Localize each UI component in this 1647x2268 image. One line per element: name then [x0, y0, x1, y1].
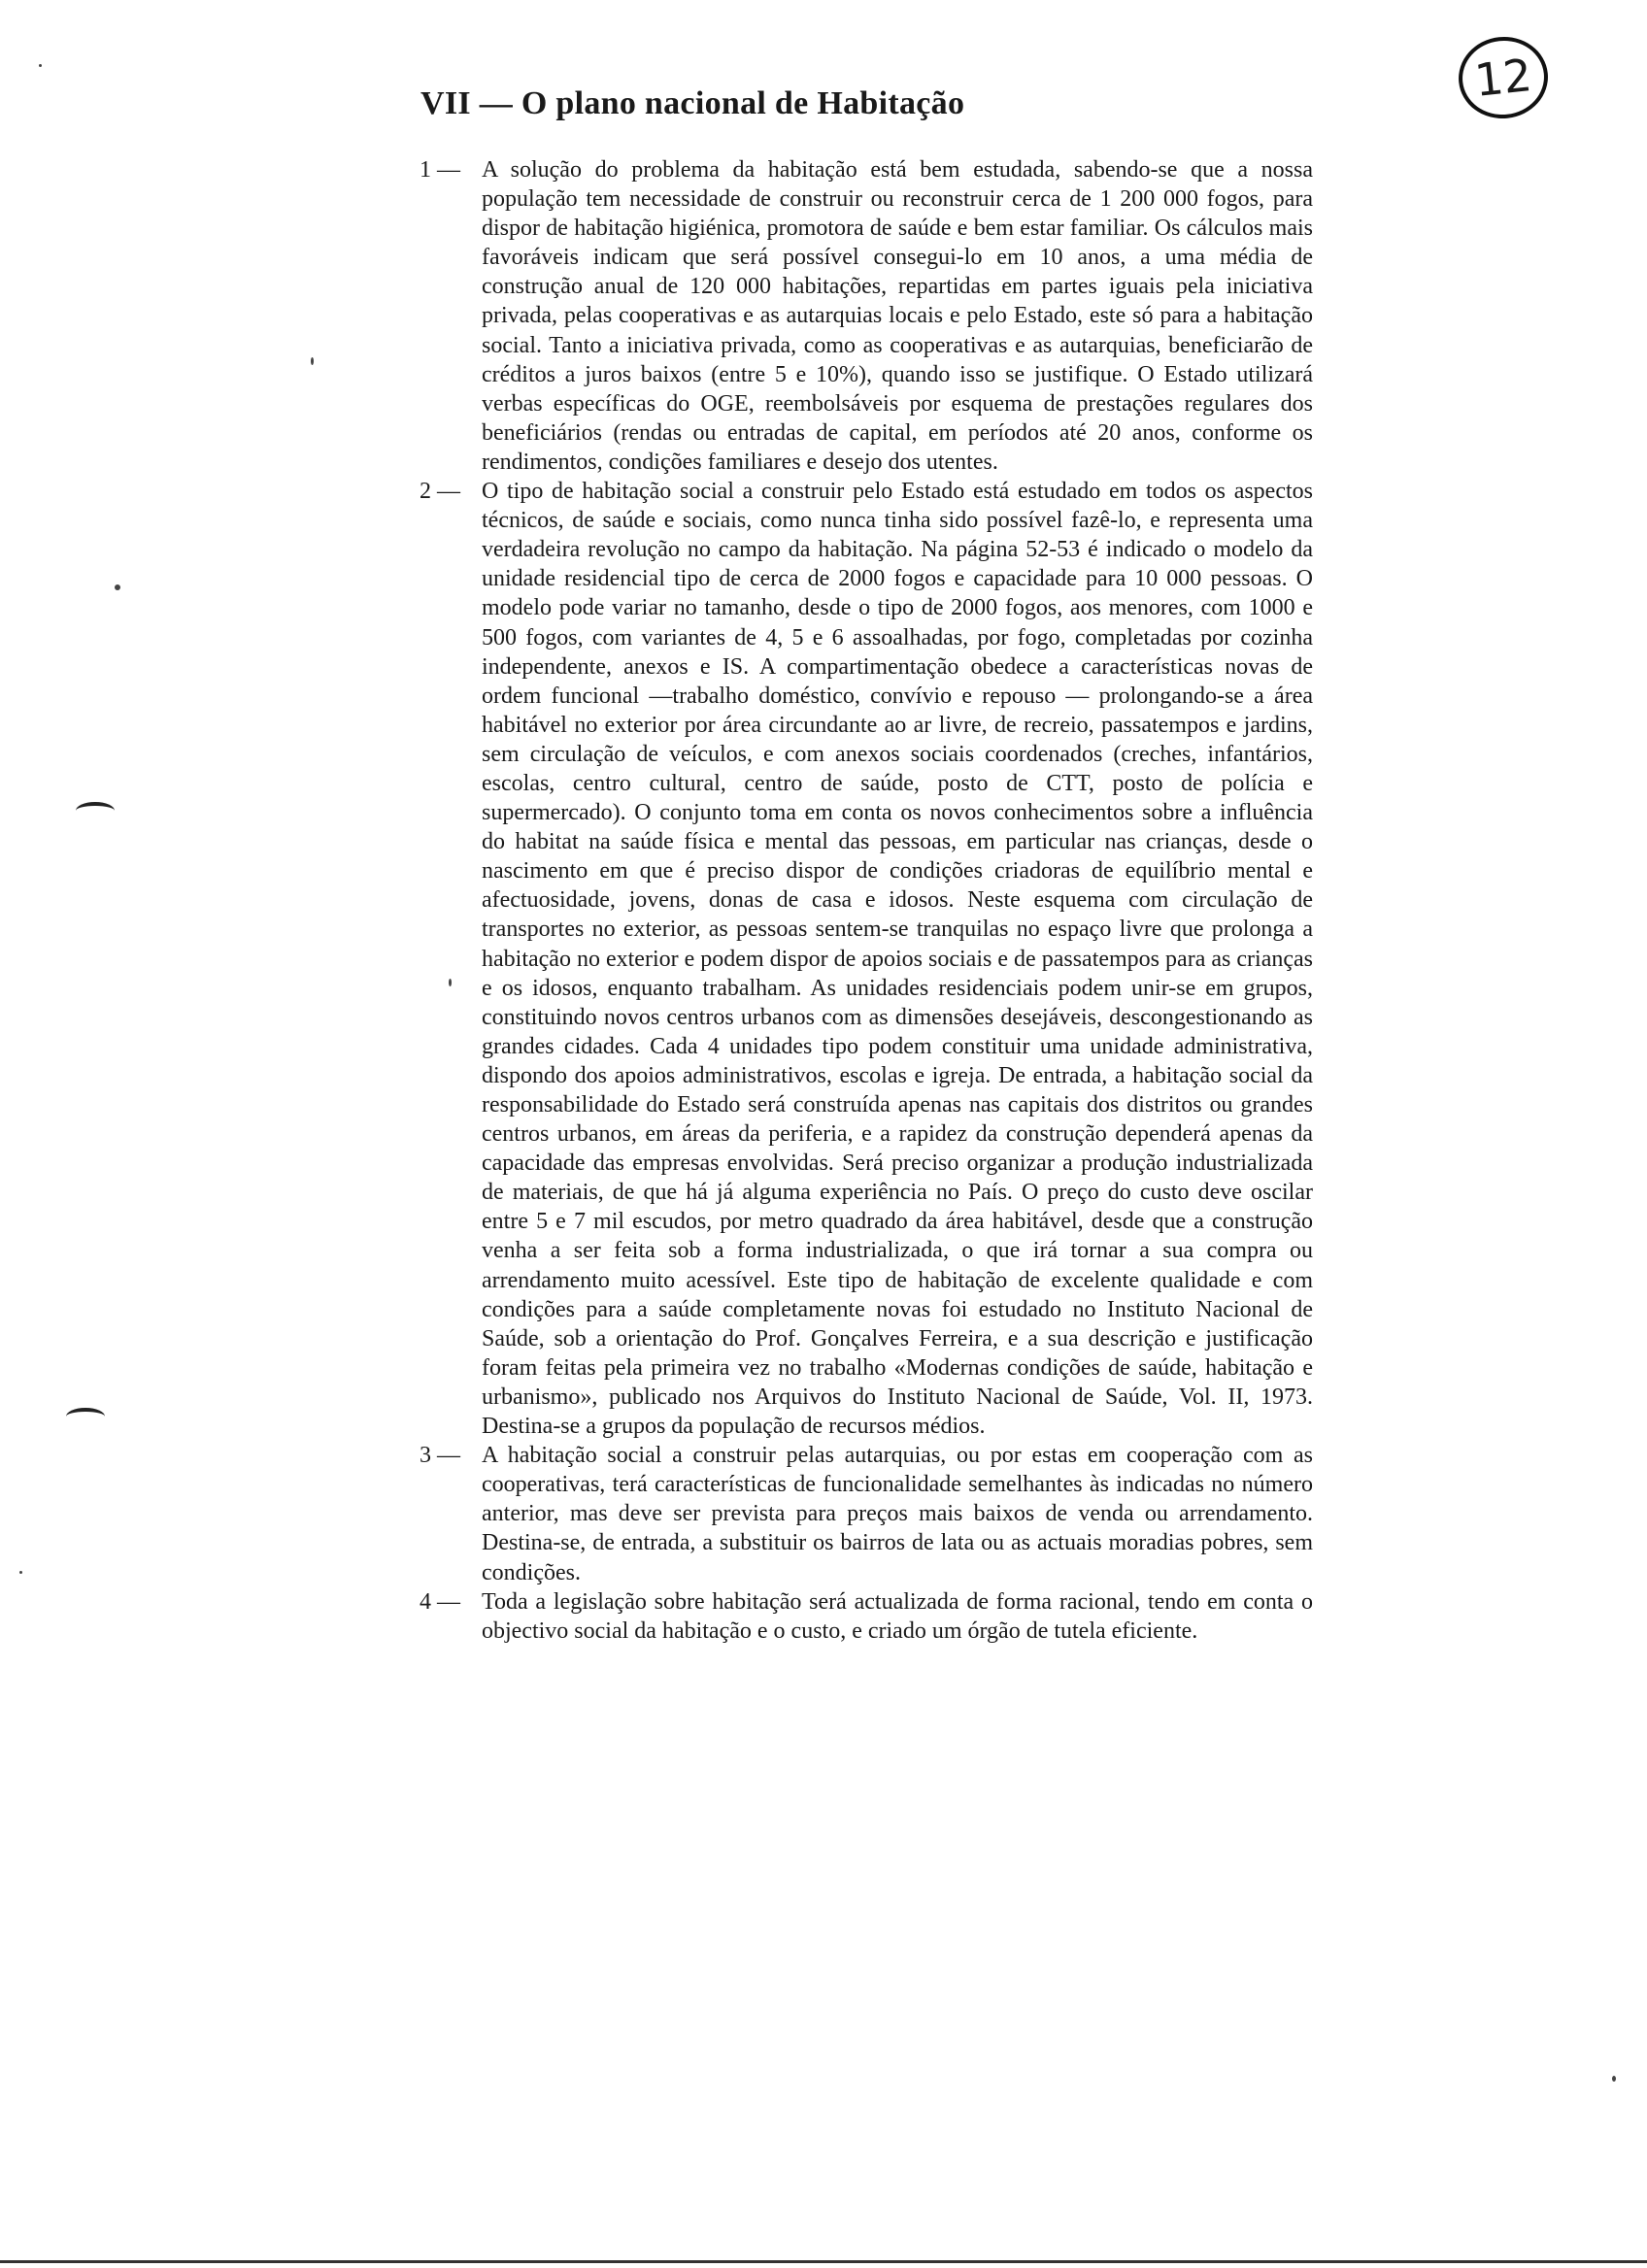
- scan-speck: [19, 1571, 22, 1574]
- item-number: 2 —: [420, 479, 460, 505]
- scan-speck: [311, 357, 314, 365]
- item-text: Toda a legislação sobre habitação será actualizada de forma racional, tendo em conta o objectivo social da habitação e o custo, e criado um órgão de tutela eficiente.: [482, 1588, 1313, 1644]
- item-number: 3 —: [420, 1443, 460, 1469]
- item-number: 4 —: [420, 1588, 460, 1615]
- scan-mark: [76, 802, 115, 819]
- scan-speck: [449, 979, 452, 986]
- scan-speck: [115, 584, 120, 590]
- item-text: O tipo de habitação social a construir pelo Estado está estudado em todos os aspectos técnicos, de saúde e sociais, como nunca tinha sido possível fazê-lo, e representa uma verdadeira revolução no campo da habitação. Na página 52-53 é indicado o modelo da unidade residencial tipo de cerca de 2000 fogos e capacidade para 10 000 pessoas. O modelo pode variar no tamanho, desde o tipo de 2000 fogos, aos menores, com 1000 e 500 fogos, com variantes de 4, 5 e 6 assoalhadas, por fogo, completadas por cozinha independente, anexos e IS. A compartimentação obedece a características novas de ordem funcional —trabalho doméstico, convívio e repouso — prolongando-se a área habitável no exterior por área circundante ao ar livre, de recreio, passatempos e jardins, sem circulação de veículos, e com anexos sociais coordenados (creches, infantários, escolas, centro cultural, centro de saúde, posto de CTT, posto de polícia e supermercado). O conjunto toma em conta os novos conhecimentos sobre a influência do habitat na saúde física e mental das pessoas, em particular nas crianças, desde o nascimento em que é preciso dispor de condições criadoras de equilíbrio mental e afectuosidade, jovens, donas de casa e idosos. Neste esquema com circulação de transportes no exterior, as pessoas sentem-se tranquilas no espaço livre que prolonga a habitação no exterior e podem dispor de apoios sociais e de passatempos para as crianças e os idosos, enquanto trabalham. As unidades residenciais podem unir-se em grupos, constituindo novos centros urbanos com as dimensões desejáveis, descongestionando as grandes cidades. Cada 4 unidades tipo podem constituir uma unidade administrativa, dispondo dos apoios administrativos, escolas e igreja. De entrada, a habitação social da responsabilidade do Estado será construída apenas nas capitais dos distritos ou grandes centros urbanos, em áreas da periferia, e a rapidez da construção dependerá apenas da capacidade das empresas envolvidas. Será preciso organizar a produção industrializada de materiais, de que há já alguma experiência no País. O preço do custo deve oscilar entre 5 e 7 mil escudos, por metro quadrado da área habitável, desde que a construção venha a ser feita sob a forma industrializada, o que irá tornar a sua compra ou arrendamento muito acessível. Este tipo de habitação de excelente qualidade e com condições para a saúde completamente novas foi estudado no Instituto Nacional de Saúde, sob a orientação do Prof. Gonçalves Ferreira, e a sua descrição e justificação foram feitas pela primeira vez no trabalho «Modernas condições de saúde, habitação e urbanismo», publicado nos Arquivos do Instituto Nacional de Saúde, Vol. II, 1973. Destina-se a grupos da população de recursos médios.: [482, 479, 1313, 1440]
- item-text: A solução do problema da habitação está bem estudada, sabendo-se que a nossa população tem necessidade de construir ou reconstruir cerca de 1 200 000 fogos, para dispor de habitação higiénica, promotora de saúde e bem estar familiar. Os cálculos mais favoráveis indicam que será possível consegui-lo em 10 anos, a uma média de construção anual de 120 000 habitações, repartidas em partes iguais pela iniciativa privada, pelas cooperativas e as autarquias locais e pelo Estado, este só para a habitação social. Tanto a iniciativa privada, como as cooperativas e as autarquias, beneficiarão de créditos a juros baixos (entre 5 e 10%), quando isso se justifique. O Estado utilizará verbas específicas do OGE, reembolsáveis por esquema de prestações regulares dos beneficiários (rendas ou entradas de capital, em períodos até 20 anos, conforme os rendimentos, condições familiares e desejo dos utentes.: [482, 157, 1313, 475]
- numbered-list: [420, 155, 1313, 1646]
- page-bottom-edge: [0, 2260, 1647, 2263]
- section-title: VII — O plano nacional de Habitação: [420, 85, 965, 121]
- scan-speck: [1612, 2076, 1616, 2082]
- item-number: 1 —: [420, 157, 460, 183]
- list-item-2: [420, 477, 1313, 1441]
- list-item-3: [420, 1441, 1313, 1586]
- list-item-4: [420, 1587, 1313, 1646]
- scan-speck: [39, 64, 42, 67]
- handwritten-page-number: 12: [1455, 32, 1552, 122]
- list-item-1: [420, 155, 1313, 477]
- item-text: A habitação social a construir pelas autarquias, ou por estas em cooperação com as cooperativas, terá características de funcionalidade semelhantes às indicadas no número anterior, mas deve ser prevista para preços mais baixos de venda ou arrendamento. Destina-se, de entrada, a substituir os bairros de lata ou as actuais moradias pobres, sem condições.: [482, 1443, 1313, 1585]
- scan-mark: [66, 1408, 105, 1425]
